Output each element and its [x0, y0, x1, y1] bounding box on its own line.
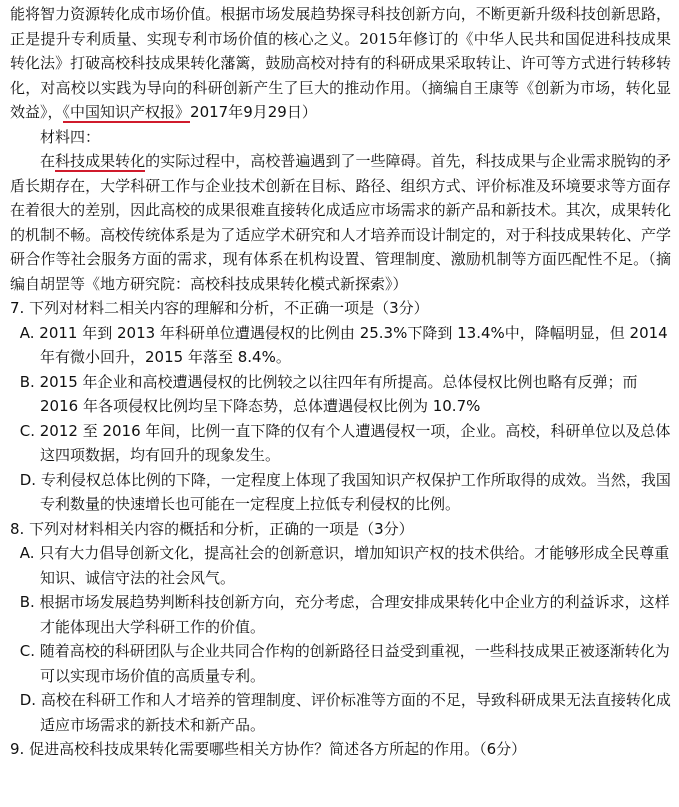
material3-paragraph: [10, 2, 671, 125]
material4-heading: 材料四：: [40, 127, 101, 146]
material4-lead: 在: [40, 152, 56, 170]
material3-date: 2017年9月29日）: [190, 103, 317, 121]
question-7-option-a: A. 2011 年到 2013 年科研单位遭遇侵权的比例由 25.3%下降到 13.4%中，降幅明显，但 2014 年有微小回升，2015 年落至 8.4%。: [19, 323, 668, 366]
source-underlined: 《中国知识产权报》: [62, 103, 191, 121]
question-8-option-b: B. 根据市场发展趋势判断科技创新方向，充分考虑，合理安排成果转化中企业方的利益诉求，这样才能体现出大学科研工作的价值。: [19, 593, 670, 636]
question-8-option-c: C. 随着高校的科研团队与企业共同合作构的创新路径日益受到重视，一些科技成果正被逐渐转化为可以实现市场价值的高质量专利。: [19, 642, 670, 685]
question-8-option-a: A. 只有大力倡导创新文化，提高社会的创新意识，增加知识产权的技术供给。才能够形成全民尊重知识、诚信守法的社会风气。: [19, 544, 670, 587]
question-7-option-d: D. 专利侵权总体比例的下降，一定程度上体现了我国知识产权保护工作所取得的成效。当然，我国专利数量的快速增长也可能在一定程度上拉低专利侵权的比例。: [19, 470, 671, 513]
question-9-stem: 9. 促进高校科技成果转化需要哪些相关方协作？简述各方所起的作用。（6分）: [10, 740, 527, 758]
question-7-stem: 7. 下列对材料二相关内容的理解和分析，不正确一项是（3分）: [10, 299, 429, 317]
question-8-stem: 8. 下列对材料相关内容的概括和分析，正确的一项是（3分）: [10, 519, 414, 538]
material4-text: 的实际过程中，高校普遍遇到了一些障碍。首先，科技成果与企业需求脱钩的矛盾长期存在，大学科研工作与企业技术创新在目标、路径、组织方式、评价标准及环境要求等方面存在着很大的差别，因此高校的成果很难直接转化成适应市场需求的新产品和新技术。其次，成果转化的机制不畅。高校传统体系是为了适应学术研究和人才培养而设计制定的，对于科技成果转化、产学研合作等社会服务方面的需求，现有体系在机构设置、管理制度、激励机制等方面匹配性不足。（摘编自胡罡等《地方研究院：高校科技成果转化模式新探索》）: [10, 152, 671, 293]
question-7-option-c: C. 2012 至 2016 年间，比例一直下降的仅有个人遭遇侵权一项，企业。高校，科研单位以及总体这四项数据，均有回升的现象发生。: [19, 421, 671, 464]
material3-text: 能将智力资源转化成市场价值。根据市场发展趋势探寻科技创新方向，不断更新升级科技创新思路，正是提升专利质量、实现专利市场价值的核心之义。2015年修订的《中华人民共和国促进科技成果转化法》打破高校科技成果转化藩篱，鼓励高校对持有的科研成果采取转让、许可等方式进行转移转化，对高校以实践为导向的科研创新产生了巨大的推动作用。（摘编自王康等《创新为市场，转化显效益》，: [10, 5, 671, 121]
material4-paragraph: [10, 149, 671, 296]
question-8-option-d: D. 高校在科研工作和人才培养的管理制度、评价标准等方面的不足，导致科研成果无法直接转化成适应市场需求的新技术和新产品。: [19, 691, 671, 734]
highlight-underlined: 科技成果转化: [55, 152, 146, 170]
question-7-option-b: B. 2015 年企业和高校遭遇侵权的比例较之以往四年有所提高。总体侵权比例也略有反弹；而 2016 年各项侵权比例均呈下降态势，总体遭遇侵权比例为 10.7%: [19, 372, 638, 415]
